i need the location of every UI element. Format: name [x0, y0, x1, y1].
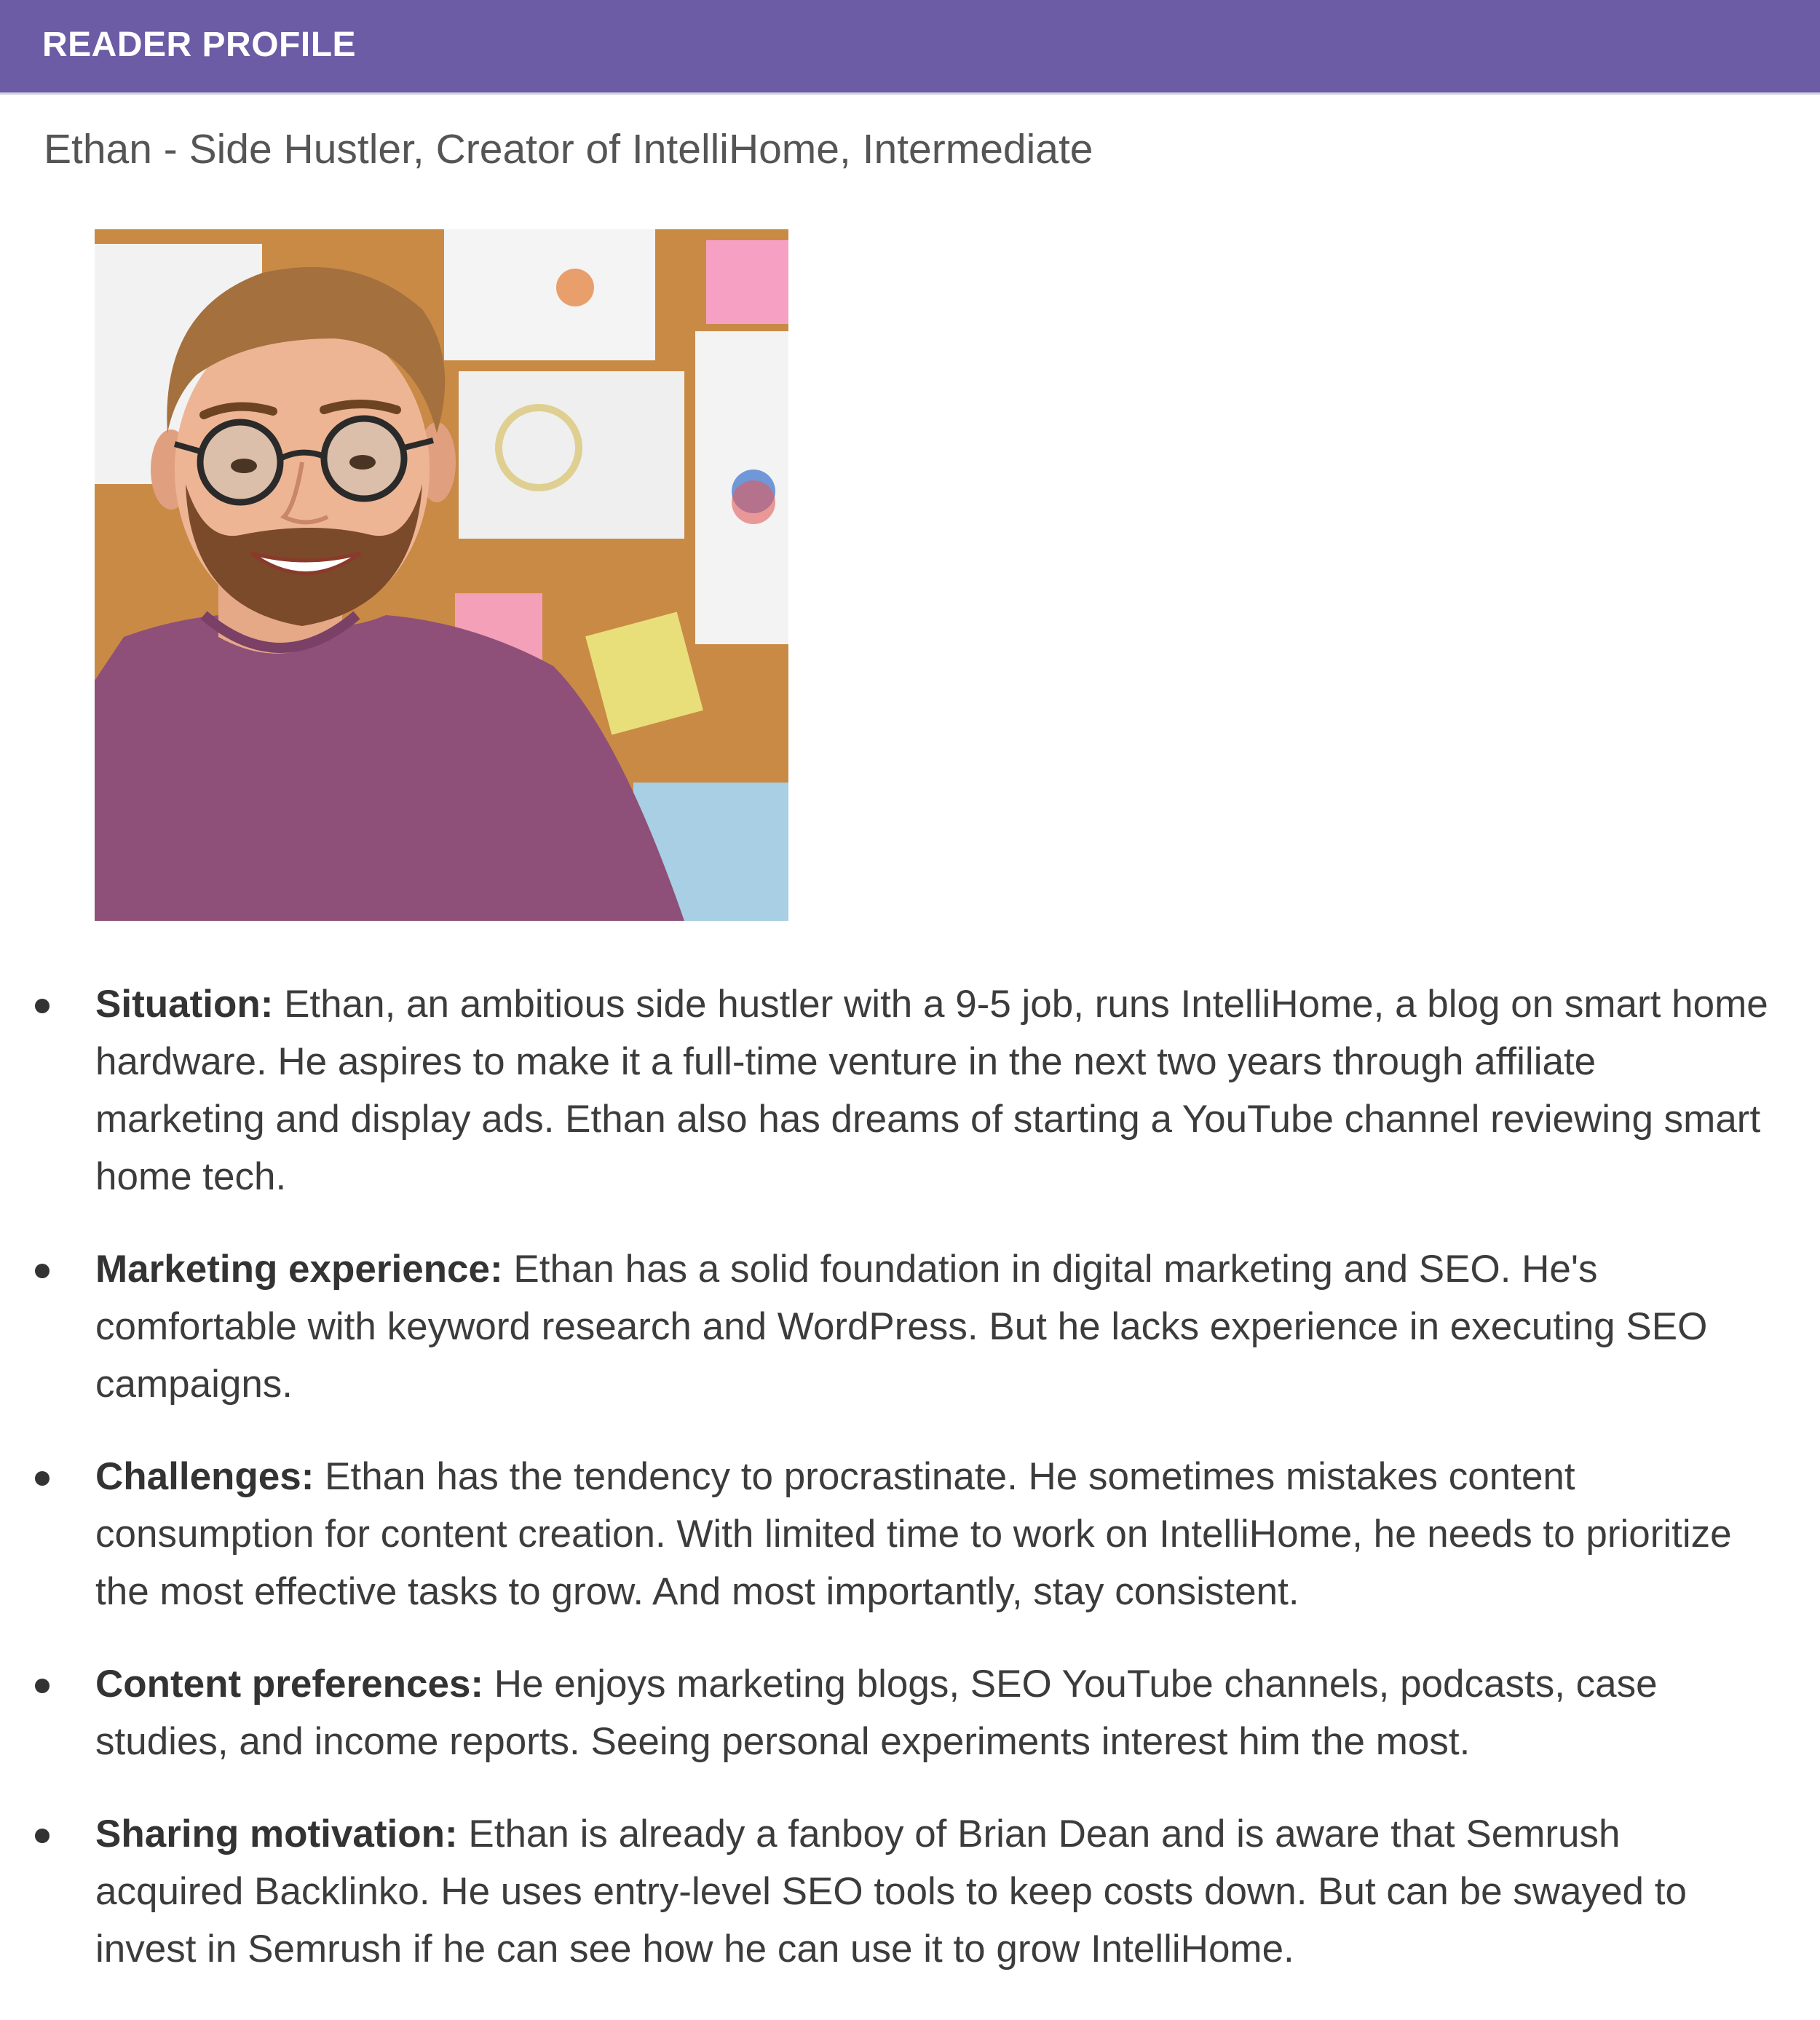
bullet-term: Content preferences: — [95, 1663, 484, 1706]
bullet-text: Ethan has a solid foundation in digital marketing and SEO. He's comfortable with keyword research and WordPress. But he lacks experience in executing SEO campaigns. — [95, 1248, 1708, 1406]
profile-bullet-list — [0, 975, 1820, 2013]
bullet-term: Challenges: — [95, 1455, 314, 1498]
bullet-sharing-motivation — [0, 1805, 1770, 1978]
bullet-dot-icon — [35, 1264, 50, 1278]
bullet-text: Ethan, an ambitious side hustler with a 9-5 job, runs IntelliHome, a blog on smart home hardware. He aspires to make it a full-time venture in the next two years through affiliate marketing and display ads. Ethan also has dreams of starting a YouTube channel reviewing smart home tech. — [95, 983, 1768, 1198]
profile-subtitle: Ethan - Side Hustler, Creator of IntelliHome, Intermediate — [44, 126, 1093, 173]
profile-photo — [95, 229, 788, 921]
bullet-situation — [0, 975, 1770, 1205]
bullet-text: He enjoys marketing blogs, SEO YouTube channels, podcasts, case studies, and income reports. Seeing personal experiments interest him the most. — [95, 1663, 1658, 1763]
bullet-term: Sharing motivation: — [95, 1813, 458, 1855]
header-bar — [0, 0, 1820, 95]
bullet-dot-icon — [35, 1471, 50, 1486]
bullet-text: Ethan is already a fanboy of Brian Dean and is aware that Semrush acquired Backlinko. He uses entry-level SEO tools to keep costs down. But can be swayed to invest in Semrush if he can see how he can use it to grow IntelliHome. — [95, 1813, 1687, 1971]
bullet-content-preferences — [0, 1655, 1770, 1770]
header-title: READER PROFILE — [42, 25, 357, 64]
bullet-term: Marketing experience: — [95, 1248, 503, 1291]
bullet-dot-icon — [35, 1829, 50, 1843]
bullet-marketing-experience — [0, 1240, 1770, 1413]
bullet-term: Situation: — [95, 983, 274, 1026]
bullet-text: Ethan has the tendency to procrastinate. He sometimes mistakes content consumption for content creation. With limited time to work on IntelliHome, he needs to prioritize the most effective tasks to grow. And most importantly, stay consistent. — [95, 1455, 1732, 1613]
bullet-dot-icon — [35, 1679, 50, 1693]
bullet-challenges — [0, 1448, 1770, 1620]
bullet-dot-icon — [35, 999, 50, 1013]
